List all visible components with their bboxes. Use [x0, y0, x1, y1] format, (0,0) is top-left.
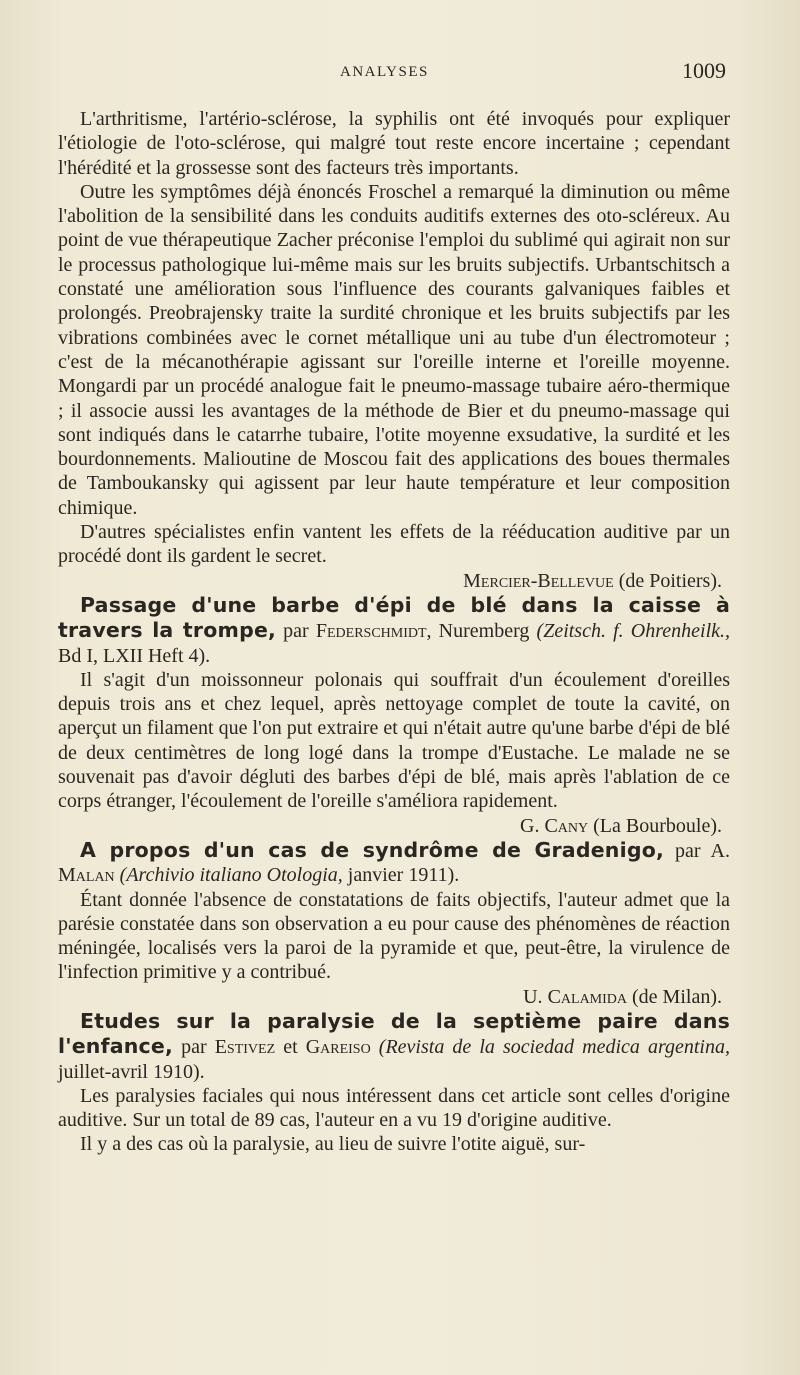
signature-place: (de Milan). [627, 985, 722, 1008]
signature-name: Mercier-Bellevue [463, 569, 614, 592]
signature [58, 569, 730, 593]
paragraph: Outre les symptômes déjà énoncés Froschel a remarqué la diminution ou même l'abolition de la sensibilité dans les conduits auditifs externes des oto-scléreux. Au point de vue thérapeutique Zacher préconise l'emploi du sublimé qui agirait non sur le processus pathologique lui-même mais sur les bruits subjectifs. Urbantschitsch a constaté une amélioration sous l'influence des courants galvaniques faibles et prolongés. Preobrajensky traite la surdité chronique et les bruits subjectifs par les vibrations combinées avec le cornet métallique uni au tube d'un électromoteur ; c'est de la mécanothérapie agissant sur l'oreille interne et l'oreille moyenne. Mongardi par un procédé analogue fait le pneumo-massage tubaire aéro-thermique ; il associe aussi les avantages de la méthode de Bier et du pneumo-massage qui sont indiqués dans le catarrhe tubaire, l'otite moyenne exsudative, la surdité et les bourdonnements. Malioutine de Moscou fait des applications des boues thermales de Tamboukansky qui agissent par leur haute température et leur composition chimique. [58, 180, 730, 519]
signature-place: (La Bourboule). [588, 814, 722, 837]
paragraph: L'arthritisme, l'artério-sclérose, la syphilis ont été invoqués pour expliquer l'étiologie de l'oto-sclérose, qui malgré tout reste encore incertaine ; cependant l'hérédité et la grossesse sont des facteurs très importants. [58, 108, 730, 179]
paragraph: D'autres spécialistes enfin vantent les effets de la rééducation auditive par un procédé dont ils gardent le secret. [58, 521, 730, 568]
entry-author: Gareiso [305, 1036, 371, 1059]
entry-heading: A propos d'un cas de syndrôme de Gradenigo, [80, 837, 664, 862]
signature-name: Calamida [547, 985, 628, 1008]
entry-ref: juillet-avril 1910). [58, 1060, 205, 1083]
entry-title [58, 1009, 730, 1084]
entry-author: Federschmidt [315, 620, 427, 643]
signature-initial: U. [523, 985, 548, 1008]
page-header [58, 58, 730, 92]
entry-title [58, 593, 730, 668]
signature-initial: G. [520, 814, 545, 837]
entry-heading: Etudes sur la paralysie de la septième paire dans l'enfance, [58, 1008, 730, 1059]
entry-journal: (Revista de la sociedad medica argentina, [370, 1036, 730, 1059]
entry-par: par [276, 620, 316, 643]
entry-ref: janvier 1911). [342, 864, 460, 887]
paragraph: Les paralysies faciales qui nous intéressent dans cet article sont celles d'origine auditive. Sur un total de 89 cas, l'auteur en a vu 19 d'origine auditive. [58, 1084, 730, 1132]
signature [58, 985, 730, 1009]
signature-name: Cany [544, 814, 589, 837]
entry-ref: Bd I, LXII Heft 4). [58, 644, 211, 667]
entry-par: par A. [663, 839, 730, 862]
paragraph: Il y a des cas où la paralysie, au lieu de suivre l'otite aiguë, sur- [80, 1133, 586, 1156]
page-number: 1009 [682, 58, 726, 83]
body-text [58, 107, 730, 1157]
entry-heading: Passage d'une barbe d'épi de blé dans la caisse à travers la trompe, [58, 592, 730, 643]
entry-place: , Nuremberg [426, 620, 537, 643]
paragraph: Il s'agit d'un moissonneur polonais qui souffrait d'un écoulement d'oreilles depuis trois ans et chez lequel, après nettoyage complet de toute la cavité, on aperçut un filament que l'on put extraire et qui n'était autre qu'une barbe d'épi de blé de deux centimètres de long logé dans la trompe d'Eustache. Le malade ne se souvenait pas d'avoir dégluti des barbes d'épi de blé, mais après l'ablation de ce corps étranger, l'écoulement de l'oreille s'améliora rapidement. [58, 668, 730, 813]
paragraph: Étant donnée l'absence de constatations de faits objectifs, l'auteur admet que la parésie constatée dans son observation a eu pour cause des phénomènes de réaction méningée, localisés vers la paroi de la pyramide et que, peut-être, la virulence de l'infection primitive y a contribué. [58, 888, 730, 984]
entry-et: et [275, 1036, 306, 1059]
entry-journal: (Archivio italiano Otologia, [114, 864, 343, 887]
entry-journal: (Zeitsch. f. Ohrenheilk., [536, 620, 731, 643]
entry-author: Estivez [214, 1036, 276, 1059]
running-head: ANALYSES [340, 64, 429, 80]
signature-place: (de Poitiers). [613, 569, 722, 592]
signature [58, 814, 730, 838]
entry-par: par [173, 1036, 215, 1059]
entry-title [58, 838, 730, 888]
entry-author: Malan [58, 864, 115, 887]
